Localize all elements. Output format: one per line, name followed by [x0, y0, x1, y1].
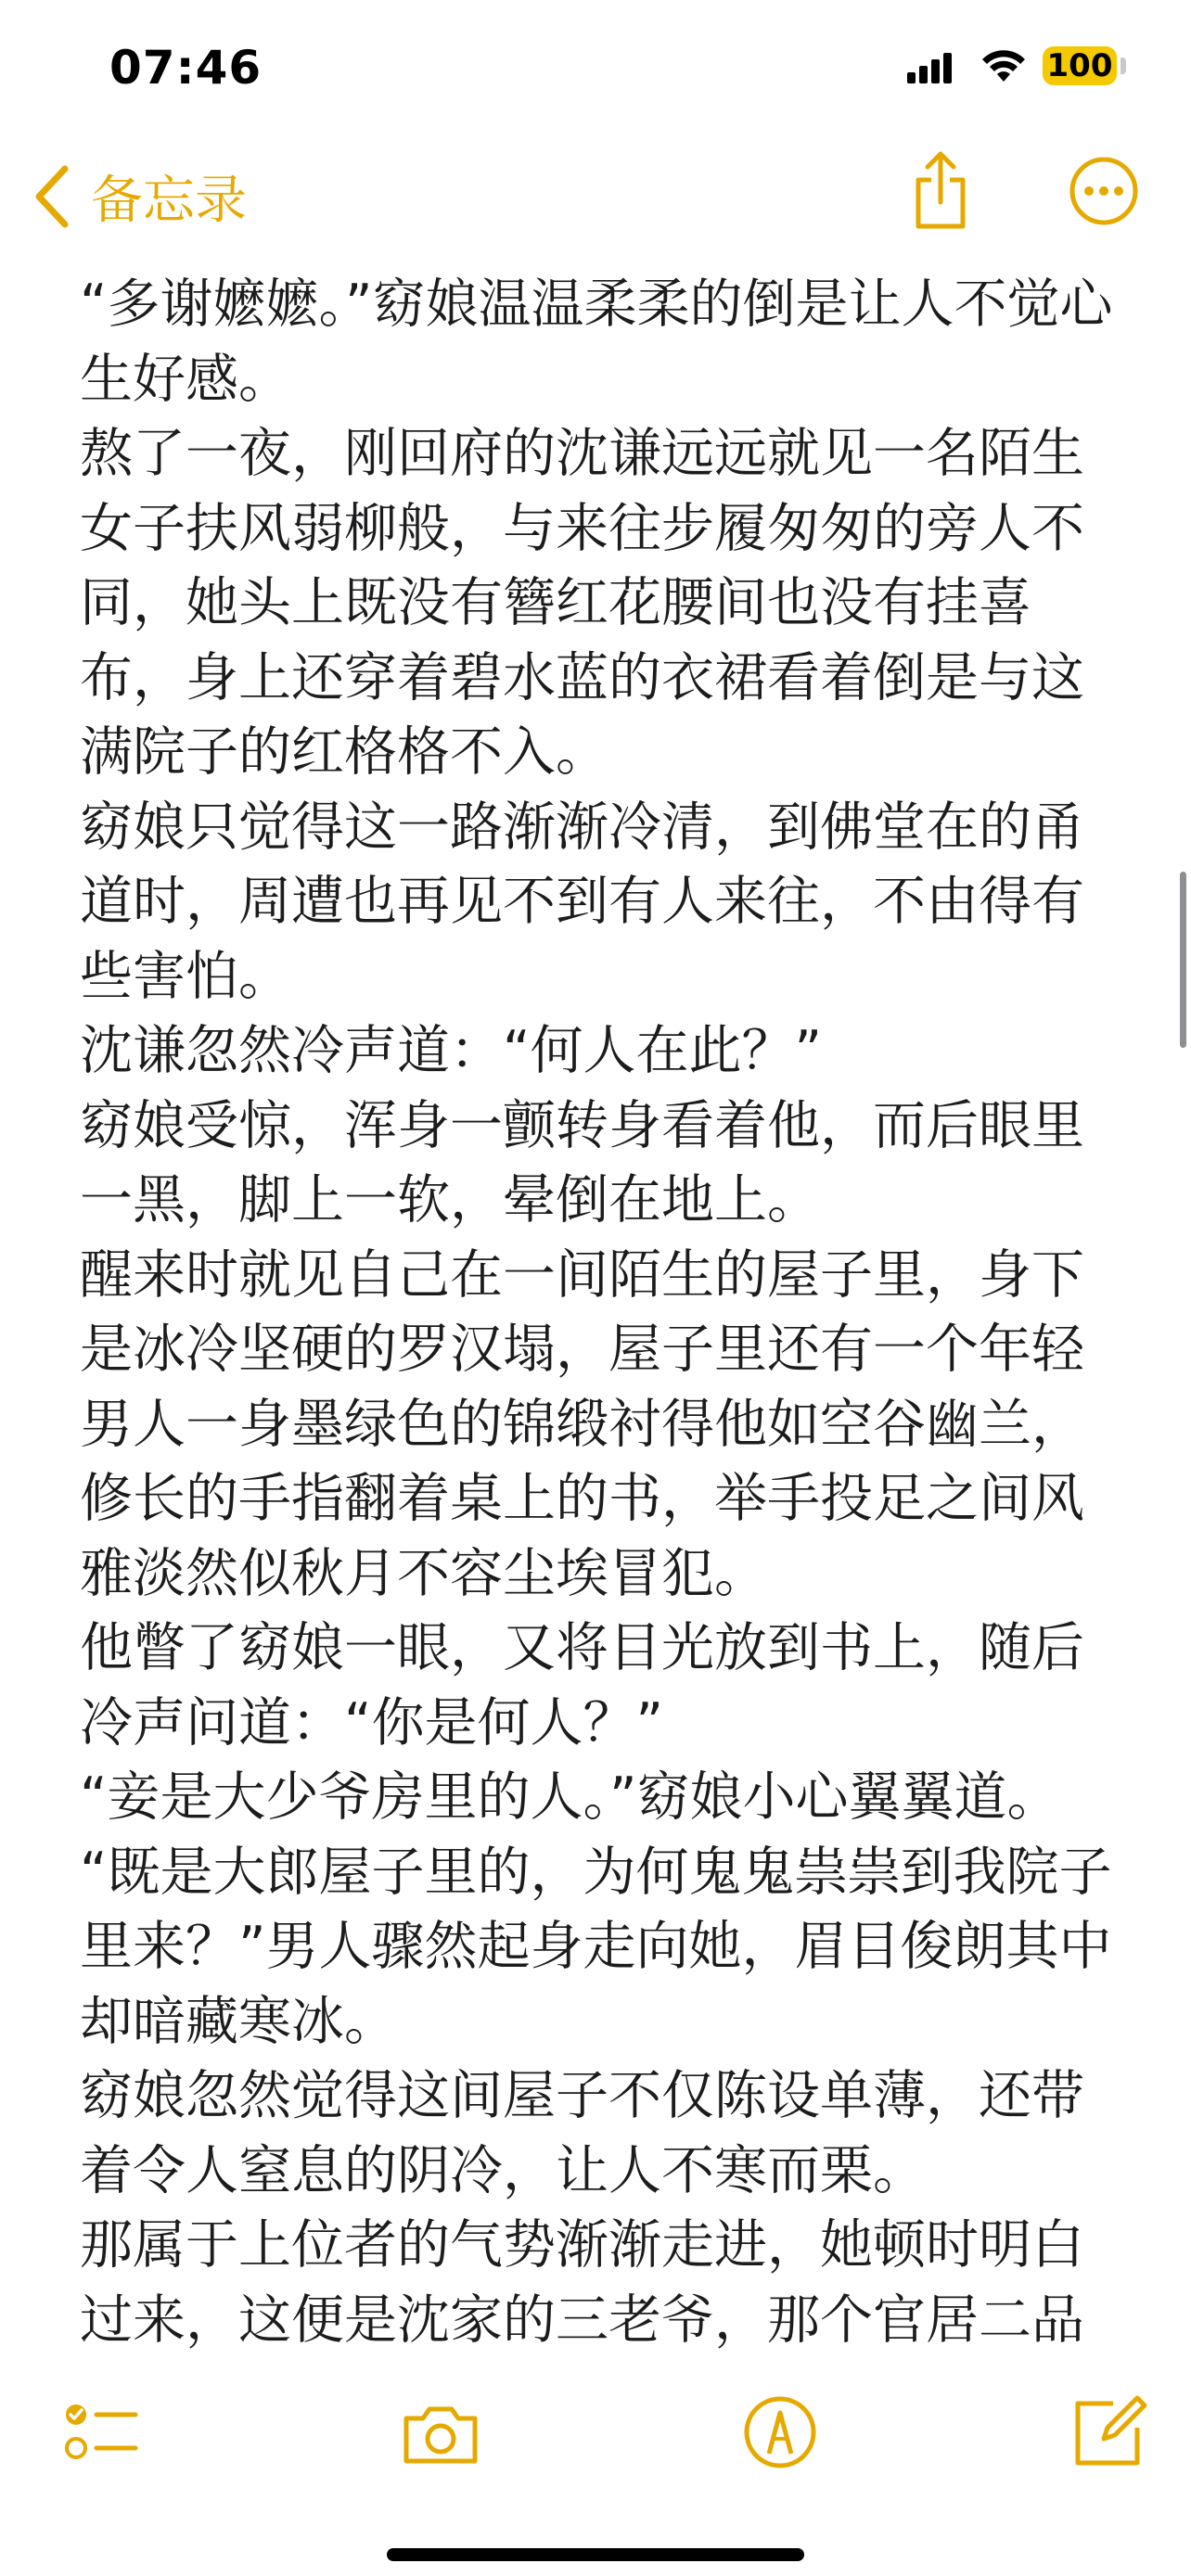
- status-time: 07:46: [109, 41, 263, 95]
- note-paragraph: “妾是大少爷房里的人。”窈娘小心翼翼道。: [80, 1766, 1060, 1828]
- note-paragraph: 窈娘只觉得这一路渐渐冷清，到佛堂在的甬道时，周遭也再见不到有人来往，不由得有些害怕。: [80, 796, 1084, 1007]
- note-paragraph: 熬了一夜，刚回府的沈谦远远就见一名陌生女子扶风弱柳般，与来往步履匆匆的旁人不同，她头上既没有簪红花腰间也没有挂喜布，身上还穿着碧水蓝的衣裙看着倒是与这满院子的红格格不入。: [80, 423, 1084, 783]
- markup-pen-icon[interactable]: [738, 2391, 822, 2474]
- compose-icon[interactable]: [1067, 2391, 1150, 2474]
- note-paragraph: 窈娘忽然觉得这间屋子不仅陈设单薄，还带着令人窒息的阴冷，让人不寒而栗。: [80, 2065, 1084, 2201]
- note-paragraph: 醒来时就见自己在一间陌生的屋子里，身下是冰冷坚硬的罗汉塌，屋子里还有一个年轻男人一身墨绿色的锦缎衬得他如空谷幽兰，修长的手指翻着桌上的书，举手投足之间风雅淡然似秋月不容尘埃冒犯。: [80, 1243, 1084, 1604]
- chevron-left-icon: [32, 163, 72, 230]
- navigation-bar: [0, 139, 1191, 250]
- camera-icon[interactable]: [399, 2391, 482, 2474]
- note-paragraph: 沈谦忽然冷声道：“何人在此？”: [80, 1020, 823, 1081]
- battery-cap: [1121, 57, 1126, 74]
- note-paragraph: “多谢嬷嬷。”窈娘温温柔柔的倒是让人不觉心生好感。: [80, 274, 1113, 410]
- status-bar: [0, 0, 1191, 139]
- bottom-toolbar: [0, 2374, 1191, 2504]
- back-button[interactable]: [32, 159, 247, 234]
- wifi-icon: [980, 48, 1028, 83]
- note-paragraph: 他瞥了窈娘一眼，又将目光放到书上，随后冷声问道：“你是何人？”: [80, 1617, 1084, 1753]
- note-paragraph: 那属于上位者的气势渐渐走进，她顿时明白过来，这便是沈家的三老爷，那个官居二品: [80, 2214, 1084, 2350]
- note-paragraph: “既是大郎屋子里的，为何鬼鬼祟祟到我院子里来？”男人骤然起身走向她，眉目俊朗其中却暗藏寒冰。: [80, 1841, 1112, 2052]
- more-icon[interactable]: [1069, 156, 1139, 226]
- checklist-icon[interactable]: [59, 2391, 143, 2474]
- home-indicator[interactable]: [387, 2548, 804, 2561]
- note-body[interactable]: [80, 267, 1119, 2350]
- cellular-signal-icon: [907, 52, 954, 83]
- back-button-label: 备忘录: [91, 171, 247, 231]
- note-paragraph: 窈娘受惊，浑身一颤转身看着他，而后眼里一黑，脚上一软，晕倒在地上。: [80, 1094, 1084, 1231]
- share-icon[interactable]: [911, 148, 970, 232]
- battery-icon: 100: [1043, 46, 1117, 85]
- scroll-indicator[interactable]: [1180, 872, 1186, 1048]
